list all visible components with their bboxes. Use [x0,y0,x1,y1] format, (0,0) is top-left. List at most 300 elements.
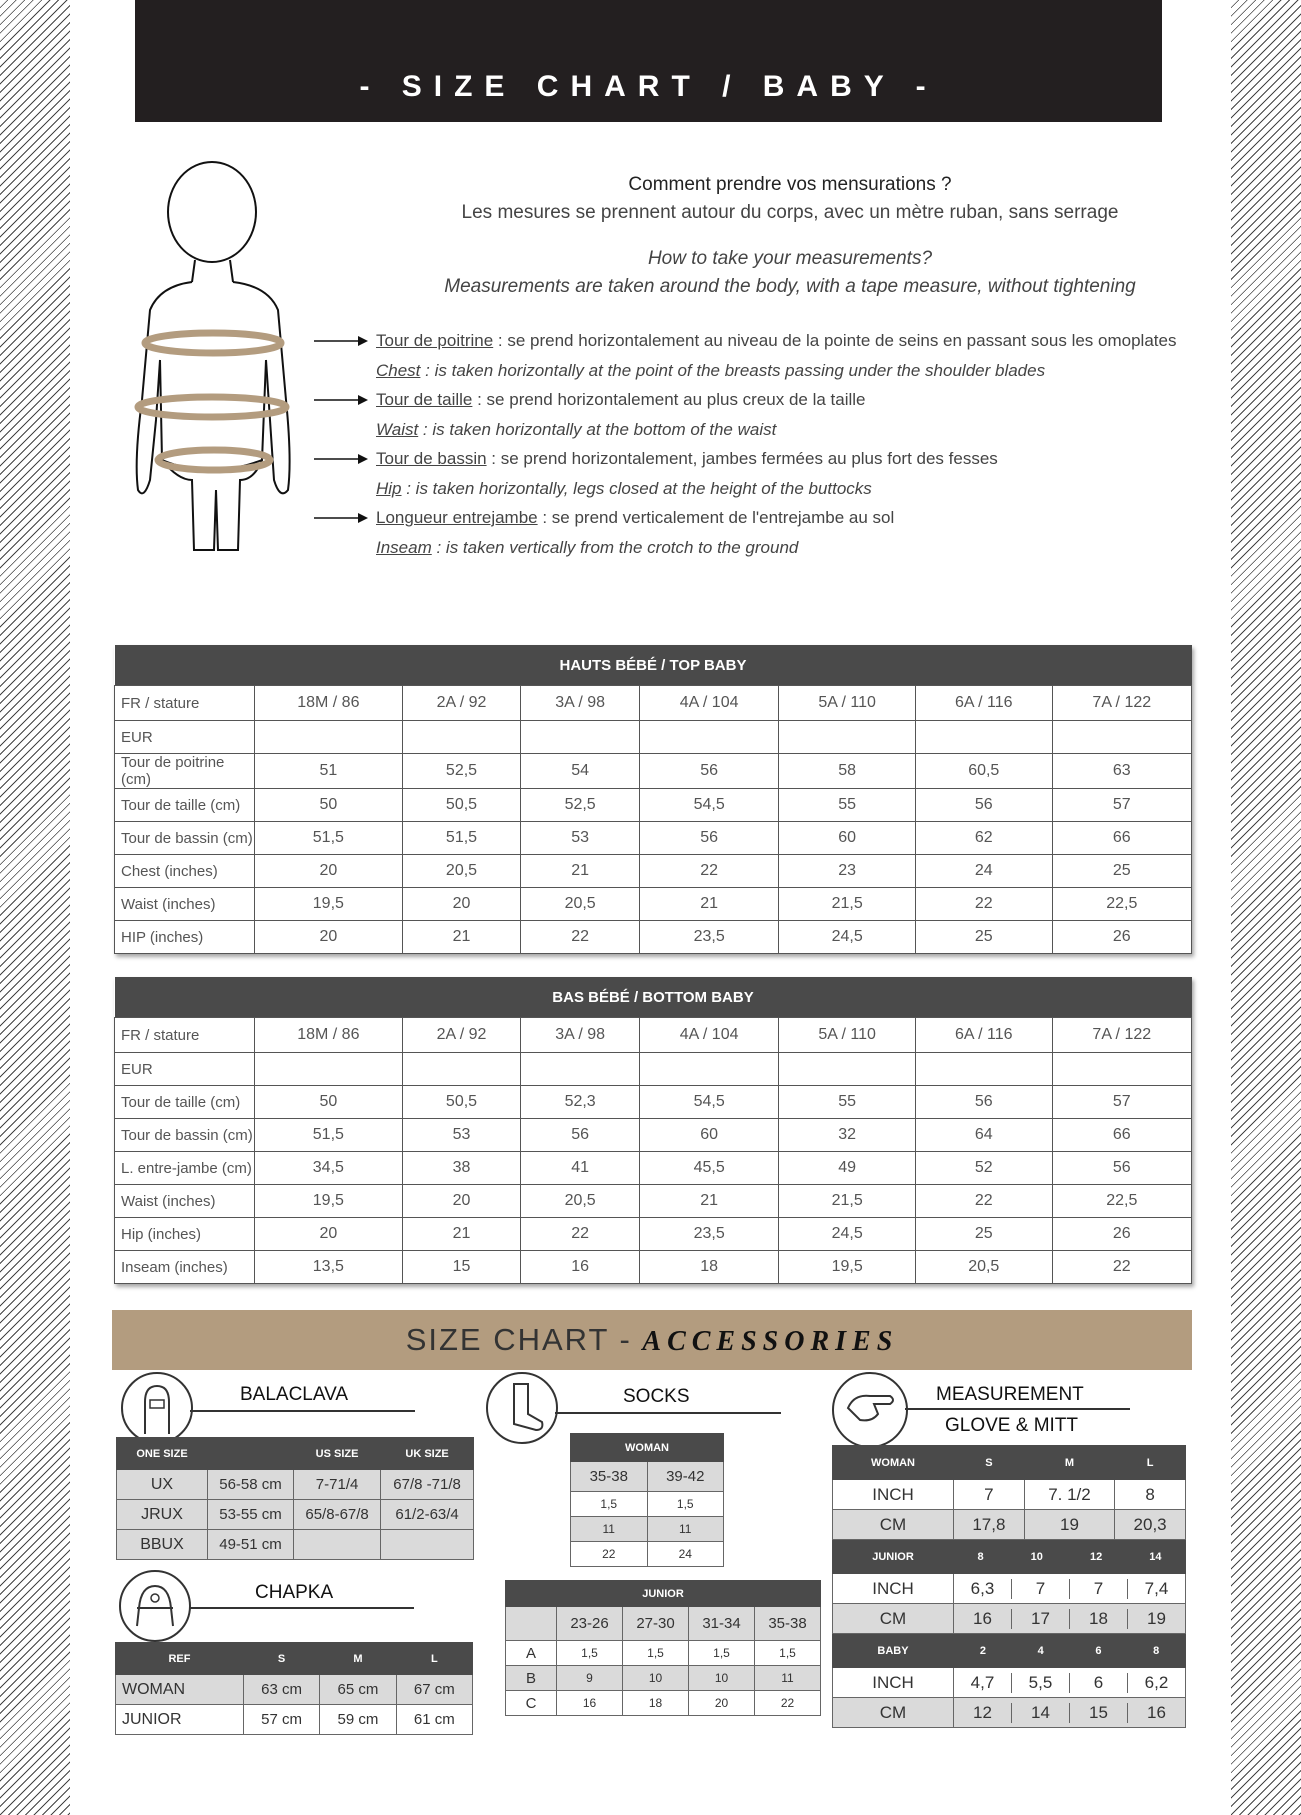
value-cell: 57 cm [243,1705,319,1735]
value-cell: 19 [1127,1609,1185,1629]
size-header-cell: 35-38 [571,1462,648,1492]
intro-en-text: Measurements are taken around the body, with a tape measure, without tightening [444,276,1136,297]
table-row [115,921,1192,954]
value-cell: 24 [915,855,1052,888]
row-label: Waist (inches) [115,888,255,921]
size-header-group [954,1634,1186,1668]
size-header-cell: 8 [1153,1644,1160,1657]
value-cell: 22 [915,1185,1052,1218]
glove-group-label: WOMAN [833,1446,954,1480]
value-list [954,1609,1185,1629]
value-cell: 56 [639,822,778,855]
size-header-cell: L [1115,1446,1186,1480]
value-cell: 21 [639,888,778,921]
table-row [115,1218,1192,1251]
table-row [115,1086,1192,1119]
value-cell: 22 [639,855,778,888]
value-cell: 32 [779,1119,916,1152]
value-cell: 14 [1011,1703,1069,1723]
intro-en-title: How to take your measurements? [647,248,933,269]
value-cell: 25 [915,1218,1052,1251]
top-baby-table [114,645,1192,954]
glove-group-label: BABY [833,1634,954,1668]
baby-figure-illustration [120,160,300,560]
measurement-line [312,415,1192,445]
socks-woman-sizes-row [571,1462,724,1492]
header-cell [208,1438,294,1470]
value-cell: 1,5 [557,1641,623,1666]
value-cell: 63 cm [243,1675,319,1705]
value-cell: 11 [571,1517,648,1542]
value-cell: 56 [915,789,1052,822]
size-label: FR / stature [115,1018,255,1053]
value-cell: 41 [521,1152,640,1185]
header-cell: REF [116,1643,244,1675]
value-cell [381,1530,474,1560]
value-cell: 61/2-63/4 [381,1500,474,1530]
value-cell: 38 [402,1152,521,1185]
value-cell: 65/8-67/8 [294,1500,381,1530]
value-cell: 53-55 cm [208,1500,294,1530]
value-cell: 52,3 [521,1086,640,1119]
size-header-cell: 14 [1149,1550,1162,1563]
value-cell: 24 [647,1542,724,1567]
value-list [954,1673,1185,1693]
value-cell: 60 [639,1119,778,1152]
measurement-desc: : is taken horizontally, legs closed at the height of the buttocks [401,478,872,498]
measurement-desc: : is taken vertically from the crotch to the ground [431,537,799,557]
table-row [115,888,1192,921]
size-header-cell: 39-42 [647,1462,724,1492]
row-label: B [506,1666,557,1691]
row-label: L. entre-jambe (cm) [115,1152,255,1185]
value-cell: 22 [915,888,1052,921]
intro-fr-title: Comment prendre vos mensurations ? [628,174,952,195]
value-cell: 11 [647,1517,724,1542]
value-cell: 18 [639,1251,778,1284]
table-row [115,822,1192,855]
value-cell: 22 [571,1542,648,1567]
eur-cell [255,721,403,754]
value-cell: 20 [255,921,403,954]
value-cell: 1,5 [623,1641,689,1666]
glove-title-2: GLOVE & MITT [945,1415,1079,1436]
value-cell: 22 [521,921,640,954]
eur-cell [639,721,778,754]
table-row [571,1517,724,1542]
value-cell: 67/8 -71/8 [381,1470,474,1500]
value-cell: 49 [779,1152,916,1185]
measurement-line [312,356,1192,386]
row-label: INCH [833,1668,954,1698]
measurement-term: Inseam [376,537,432,557]
chapka-underline [190,1607,414,1609]
size-header-list [954,1551,1185,1563]
glove-group-header [833,1446,1186,1480]
value-cell: 60,5 [915,754,1052,789]
value-cell: 51,5 [255,822,403,855]
value-cell: 16 [973,1608,992,1628]
measurement-line [312,503,1192,533]
socks-junior-sizes-row [506,1607,821,1641]
value-cell: 21 [639,1185,778,1218]
value-cell: 1,5 [647,1492,724,1517]
glove-row-cm [833,1510,1186,1540]
socks-junior-table [505,1580,821,1716]
value-cell: 66 [1052,822,1191,855]
value-cell: 20 [402,888,521,921]
glove-row-cm [833,1698,1186,1728]
value-cell: 20 [402,1185,521,1218]
table-row [115,1185,1192,1218]
value-cell: 50,5 [402,1086,521,1119]
header-cell: L [396,1643,472,1675]
measurement-text [376,474,872,504]
table-row [506,1666,821,1691]
measurement-term: Hip [376,478,402,498]
size-header-list [954,1645,1185,1657]
value-cell: 13,5 [255,1251,403,1284]
size-header-cell: 6A / 116 [915,1018,1052,1053]
size-header-cell: 2 [979,1644,986,1657]
size-header-cell: 12 [1089,1550,1103,1563]
value-cell: 20,5 [402,855,521,888]
row-label: CM [833,1698,954,1728]
intro-fr-text: Les mesures se prennent autour du corps, avec un mètre ruban, sans serrage [461,202,1119,223]
value-cell: 11 [755,1666,821,1691]
measurement-desc: : se prend horizontalement au plus creux de la taille [472,390,866,409]
glove-icon [832,1372,908,1448]
value-cell: 16 [1127,1703,1185,1723]
table-row [117,1470,474,1500]
value-cell: 24,5 [779,921,916,954]
top-table-eur-row [115,721,1192,754]
chapka-title: CHAPKA [255,1582,334,1603]
measurement-text [376,385,866,415]
value-cell: 52 [915,1152,1052,1185]
table-row [117,1530,474,1560]
glove-row-cm [833,1604,1186,1634]
value-cell: 6 [1069,1673,1127,1693]
value-cell: 21 [402,1218,521,1251]
value-cell: 56 [639,754,778,789]
value-cell: 21 [402,921,521,954]
socks-title: SOCKS [623,1386,690,1407]
value-group [954,1698,1186,1728]
eur-cell [255,1053,403,1086]
glove-table [832,1445,1186,1728]
value-cell: 61 cm [396,1705,472,1735]
value-cell: 54,5 [639,789,778,822]
arrow-right-icon [312,326,370,355]
value-cell: 53 [521,822,640,855]
socks-icon [486,1372,558,1444]
row-label: BBUX [117,1530,208,1560]
value-cell: 50 [255,1086,403,1119]
eur-cell [915,721,1052,754]
chapka-table [115,1642,473,1735]
value-cell: 21,5 [779,1185,916,1218]
measurement-text [376,503,894,533]
header-cell: US SIZE [294,1438,381,1470]
eur-cell [521,721,640,754]
value-cell: 23,5 [639,921,778,954]
value-cell: 21,5 [779,888,916,921]
row-label: C [506,1691,557,1716]
bottom-baby-table [114,977,1192,1284]
value-cell: 53 [402,1119,521,1152]
value-cell: 5,5 [1011,1673,1069,1693]
value-cell: 15 [402,1251,521,1284]
measurement-term: Tour de taille [376,390,473,409]
size-header-cell: 5A / 110 [779,1018,916,1053]
size-header-cell: 4A / 104 [639,686,778,721]
value-cell: 23,5 [639,1218,778,1251]
value-cell: 17,8 [954,1510,1025,1540]
value-cell: 22 [521,1218,640,1251]
value-cell: 16 [557,1691,623,1716]
socks-junior-header: JUNIOR [506,1581,821,1607]
row-label: A [506,1641,557,1666]
value-cell: 60 [779,822,916,855]
measurement-line [312,533,1192,563]
row-label: INCH [833,1574,954,1604]
value-cell: 7-71/4 [294,1470,381,1500]
eur-label: EUR [115,1053,255,1086]
table-row [506,1691,821,1716]
measurement-desc: : se prend verticalement de l'entrejambe au sol [537,508,895,527]
value-cell: 57 [1052,789,1191,822]
value-cell: 51,5 [255,1119,403,1152]
table-row [115,855,1192,888]
balaclava-icon [121,1372,193,1444]
header-cell: M [320,1643,396,1675]
size-header-cell: 7A / 122 [1052,1018,1191,1053]
measurement-desc: : se prend horizontalement au niveau de la pointe de seins en passant sous les omoplates [493,331,1177,350]
value-cell [294,1530,381,1560]
measurement-line [312,444,1192,474]
accessories-title-plain: SIZE CHART - [405,1322,643,1357]
hatch-pattern-left [0,0,70,1815]
value-cell: 51 [255,754,403,789]
size-header-cell: 18M / 86 [255,686,403,721]
eur-cell [1052,1053,1191,1086]
value-cell: 20,3 [1115,1510,1186,1540]
top-table-sizes-row [115,686,1192,721]
value-cell: 25 [915,921,1052,954]
value-cell: 7 [1011,1579,1069,1599]
table-row [571,1542,724,1567]
measurement-term: Longueur entrejambe [376,508,538,527]
glove-group-header [833,1634,1186,1668]
value-cell: 67 cm [396,1675,472,1705]
measurement-desc: : is taken horizontally at the point of the breasts passing under the shoulder blades [420,360,1046,380]
value-cell: 9 [557,1666,623,1691]
value-cell: 26 [1052,921,1191,954]
page-title: - SIZE CHART / BABY - [359,70,938,103]
size-header-cell: 4 [1037,1644,1044,1657]
measurement-line [312,326,1192,356]
measurement-term: Chest [376,360,421,380]
eur-label: EUR [115,721,255,754]
value-cell: 12 [973,1702,992,1722]
row-label: Tour de bassin (cm) [115,1119,255,1152]
value-cell: 64 [915,1119,1052,1152]
value-cell: 4,7 [970,1672,995,1692]
value-cell: 58 [779,754,916,789]
eur-cell [521,1053,640,1086]
value-cell: 20,5 [915,1251,1052,1284]
header-cell: UK SIZE [381,1438,474,1470]
arrow-right-icon [312,385,370,414]
value-cell: 52,5 [402,754,521,789]
glove-row-inch [833,1574,1186,1604]
table-row [115,1251,1192,1284]
value-cell: 56 [521,1119,640,1152]
size-header-cell: 2A / 92 [402,1018,521,1053]
row-label: UX [117,1470,208,1500]
socks-woman-header: WOMAN [571,1434,724,1462]
measurement-term: Tour de poitrine [376,331,494,350]
balaclava-underline [190,1410,415,1412]
size-header-cell: 10 [1030,1550,1043,1563]
value-cell: 10 [623,1666,689,1691]
table-row [115,1119,1192,1152]
balaclava-table [116,1437,474,1560]
value-cell: 56 [1052,1152,1191,1185]
eur-cell [402,1053,521,1086]
value-group [954,1574,1186,1604]
value-cell: 50,5 [402,789,521,822]
size-header-group [954,1540,1186,1574]
size-header-cell: 18M / 86 [255,1018,403,1053]
row-label: HIP (inches) [115,921,255,954]
size-header-cell: 6 [1095,1644,1102,1657]
size-header-cell: 31-34 [689,1607,755,1641]
bottom-table-sizes-row [115,1018,1192,1053]
value-cell: 10 [689,1666,755,1691]
value-cell: 65 cm [320,1675,396,1705]
row-label: Inseam (inches) [115,1251,255,1284]
arrow-right-icon [312,503,370,532]
value-cell: 56 [915,1086,1052,1119]
value-cell: 18 [623,1691,689,1716]
header-bar [135,0,1162,122]
table-row [571,1492,724,1517]
header-cell: ONE SIZE [117,1438,208,1470]
table-row [116,1675,473,1705]
value-cell: 17 [1011,1609,1069,1629]
value-cell: 1,5 [755,1641,821,1666]
value-cell: 19 [1024,1510,1114,1540]
value-cell: 20,5 [521,1185,640,1218]
balaclava-header-row [117,1438,474,1470]
hatch-pattern-right [1231,0,1301,1815]
value-cell: 19,5 [255,1185,403,1218]
value-cell: 50 [255,789,403,822]
socks-underline [555,1412,781,1414]
value-list [954,1703,1185,1723]
eur-cell [779,1053,916,1086]
size-header-cell: 35-38 [755,1607,821,1641]
value-cell: 54,5 [639,1086,778,1119]
value-cell: 20 [255,1218,403,1251]
value-cell: 51,5 [402,822,521,855]
row-label: Tour de poitrine (cm) [115,754,255,789]
value-cell: 34,5 [255,1152,403,1185]
row-label: Tour de taille (cm) [115,1086,255,1119]
value-cell: 7 [954,1480,1025,1510]
size-header-cell: 7A / 122 [1052,686,1191,721]
bottom-table-title: BAS BÉBÉ / BOTTOM BABY [115,977,1192,1018]
chapka-header-row [116,1643,473,1675]
eur-cell [402,721,521,754]
measurement-text [376,533,798,563]
value-cell: 19,5 [779,1251,916,1284]
value-cell: 6,3 [970,1578,995,1598]
row-label: Tour de bassin (cm) [115,822,255,855]
row-label: Chest (inches) [115,855,255,888]
value-cell: 20,5 [521,888,640,921]
value-cell: 20 [255,855,403,888]
value-cell: 45,5 [639,1152,778,1185]
value-group [954,1604,1186,1634]
value-cell: 15 [1069,1703,1127,1723]
measurement-term: Tour de bassin [376,449,487,468]
value-cell: 52,5 [521,789,640,822]
size-header-cell: 4A / 104 [639,1018,778,1053]
value-cell: 59 cm [320,1705,396,1735]
size-header-cell: 6A / 116 [915,686,1052,721]
bottom-table-eur-row [115,1053,1192,1086]
size-header-cell: 3A / 98 [521,1018,640,1053]
size-header-cell: 5A / 110 [779,686,916,721]
row-label: CM [833,1510,954,1540]
row-label: Tour de taille (cm) [115,789,255,822]
socks-junior-corner [506,1607,557,1641]
value-cell: 22 [755,1691,821,1716]
eur-cell [915,1053,1052,1086]
eur-cell [779,721,916,754]
value-cell: 55 [779,789,916,822]
value-cell: 24,5 [779,1218,916,1251]
value-list [954,1579,1185,1599]
measurement-text [376,444,998,474]
eur-cell [639,1053,778,1086]
value-cell: 1,5 [689,1641,755,1666]
value-cell: 20 [689,1691,755,1716]
table-row [506,1641,821,1666]
size-header-cell: 23-26 [557,1607,623,1641]
measurement-desc: : is taken horizontally at the bottom of the waist [418,419,777,439]
value-cell: 21 [521,855,640,888]
measurement-term: Waist [376,419,419,439]
measurement-instructions [312,326,1192,562]
accessories-banner [112,1310,1192,1370]
measurement-text [376,415,776,445]
value-cell: 19,5 [255,888,403,921]
value-cell: 22,5 [1052,1185,1191,1218]
glove-group-header [833,1540,1186,1574]
value-cell: 22,5 [1052,888,1191,921]
accessories-title-styled: ACCESSORIES [642,1326,899,1357]
table-row [115,1152,1192,1185]
value-cell: 8 [1115,1480,1186,1510]
value-cell: 26 [1052,1218,1191,1251]
table-row [117,1500,474,1530]
value-cell: 55 [779,1086,916,1119]
value-cell: 6,2 [1127,1673,1185,1693]
